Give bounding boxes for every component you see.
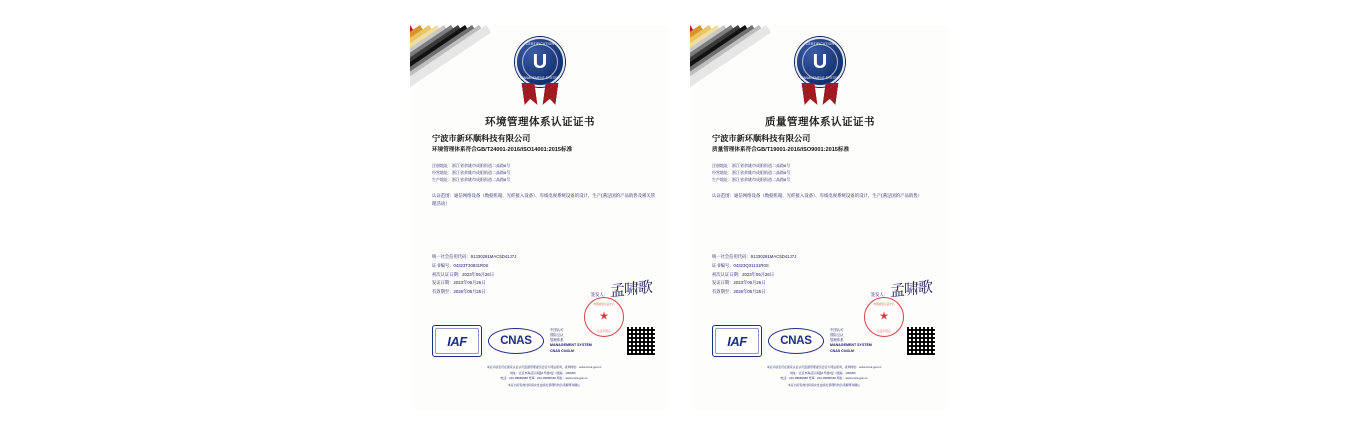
address-operating: 经营地址：浙江省余姚市成阳街道二高路8号 bbox=[712, 169, 791, 175]
signature-block bbox=[870, 279, 932, 301]
certificate-number: 证书编号：04323Q31131R0S bbox=[712, 262, 769, 268]
medal-top-arc-text: CERTIFICATION bbox=[805, 42, 835, 46]
serial-block bbox=[432, 253, 516, 297]
address-production: 生产地址：浙江省余姚市成阳街道二高路8号 bbox=[712, 176, 791, 182]
standard-reference: 质量管理体系符合GB/T19001-2016/ISO9001:2015标准 bbox=[712, 147, 850, 154]
cnas-line-5: CNAS C043-M bbox=[830, 348, 854, 353]
address-production: 生产地址：浙江省余姚市成阳街道二高路8号 bbox=[432, 176, 511, 182]
cnas-line-2: 国际互认 bbox=[830, 332, 844, 337]
footnote-line-1: 本证书信息可在国家认证认可监督管理委员会官方网站查询，查询网址：www.cnca.gov.cn bbox=[486, 365, 602, 369]
company-name: 宁波市新环顺科技有限公司 bbox=[712, 134, 811, 143]
medal-seal-icon bbox=[795, 37, 845, 87]
footnote-line-3: 电话：010-83886688 传真：010-83886666 网址：www.cnca.gov.cn bbox=[780, 376, 868, 381]
medal-top-arc-text: CERTIFICATION bbox=[525, 42, 555, 46]
certificate-quality bbox=[690, 25, 950, 410]
certificate-title: 环境管理体系认证证书 bbox=[485, 116, 595, 128]
footnote-line-4: 本证书的有效性和真实性由颁发管理机构负责解释和确认 bbox=[507, 382, 581, 387]
medal-seal-icon bbox=[515, 37, 565, 87]
medal-bottom-arc-text: MANAGEMENT SYSTEM bbox=[520, 76, 560, 81]
medal-letter: U bbox=[532, 50, 548, 73]
credit-code: 统一社会信用代码：91330281MAC5D41J7J bbox=[712, 254, 797, 259]
valid-until-date: 有效期至：2026年05月25日 bbox=[712, 289, 766, 295]
cnas-line-3: 管理体系 bbox=[830, 338, 844, 343]
cnas-caption bbox=[550, 328, 620, 355]
cnas-line-1: 中国认可 bbox=[830, 327, 844, 332]
signature-label: 签发人： bbox=[590, 292, 608, 297]
cnas-line-3: 管理体系 bbox=[550, 338, 564, 343]
stamp-top-text: 中国质量认证中心 bbox=[593, 302, 615, 306]
certificate-body bbox=[712, 133, 936, 200]
cnas-line-4: MANAGEMENT SYSTEM bbox=[830, 343, 872, 348]
certificate-number: 证书编号：04323T30831R0S bbox=[432, 262, 489, 268]
issue-date: 发证日期：2023年05月26日 bbox=[712, 280, 766, 286]
cnas-line-2: 国际互认 bbox=[550, 332, 564, 337]
qr-code[interactable] bbox=[626, 326, 656, 356]
certificate-title: 质量管理体系认证证书 bbox=[765, 116, 875, 128]
certification-medal bbox=[509, 37, 571, 105]
footnote-line-2: 地址：北京市海淀区南路1号楼2层（邮编：100082） bbox=[790, 370, 858, 375]
address-block bbox=[712, 162, 936, 183]
stamp-star-icon: ★ bbox=[599, 310, 609, 323]
medal-letter: U bbox=[812, 50, 828, 73]
stamp-star-icon: ★ bbox=[879, 310, 889, 323]
footnote-line-3: 电话：010-83886688 传真：010-83886666 网址：www.cnca.gov.cn bbox=[500, 376, 588, 381]
medal-ribbon-tails-icon bbox=[517, 83, 563, 105]
signature-label: 签发人： bbox=[870, 292, 888, 297]
certification-scope: 认证范围：通信网络设备（数据机箱、光纤接入设备）、有线电视系统设备的设计、生产(满足国的产品销售） bbox=[712, 192, 923, 198]
address-registered: 注册地址：浙江省余姚市成阳街道二高路8号 bbox=[712, 162, 791, 168]
first-certification-date: 初次认证日期：2023年05月26日 bbox=[712, 271, 775, 277]
cnas-line-5: CNAS C043-M bbox=[550, 348, 574, 353]
qr-code[interactable] bbox=[906, 326, 936, 356]
footnote-block bbox=[430, 365, 658, 388]
medal-bottom-arc-text: MANAGEMENT SYSTEM bbox=[800, 76, 840, 81]
footnote-line-4: 本证书的有效性和真实性由颁发管理机构负责解释和确认 bbox=[787, 382, 861, 387]
certificate-environmental bbox=[410, 25, 670, 410]
stamp-bottom-text: 认证专用章 bbox=[597, 329, 611, 333]
standard-reference: 环境管理体系符合GB/T24001-2016/ISO14001:2015标准 bbox=[432, 147, 573, 154]
address-operating: 经营地址：浙江省余姚市成阳街道二高路8号 bbox=[432, 169, 511, 175]
iaf-logo-icon: IAF bbox=[432, 325, 482, 357]
accreditation-logos bbox=[712, 325, 936, 357]
certificate-body bbox=[432, 133, 656, 208]
signature-block bbox=[590, 279, 652, 301]
signature-scribble: 孟啸歌 bbox=[890, 279, 932, 301]
accreditation-logos bbox=[432, 325, 656, 357]
issue-date: 发证日期：2023年05月26日 bbox=[432, 280, 486, 286]
first-certification-date: 初次认证日期：2023年05月26日 bbox=[432, 271, 495, 277]
footnote-line-2: 地址：北京市海淀区南路1号楼2层（邮编：100082） bbox=[510, 370, 578, 375]
address-block bbox=[432, 162, 656, 183]
valid-until-date: 有效期至：2026年05月25日 bbox=[432, 289, 486, 295]
cnas-logo-icon: CNAS bbox=[768, 326, 824, 356]
credit-code: 统一社会信用代码：91330281MAC5D41J7J bbox=[432, 254, 517, 259]
medal-ribbon-tails-icon bbox=[797, 83, 843, 105]
certification-medal bbox=[789, 37, 851, 105]
cnas-caption bbox=[830, 328, 900, 355]
company-name: 宁波市新环顺科技有限公司 bbox=[432, 134, 531, 143]
certification-scope: 认证范围：通信网络设备（数据机箱、光纤接入设备）、有线电视系统设备的设计、生产(满足国的产品销售及相关管理活动） bbox=[432, 192, 656, 206]
footnote-line-1: 本证书信息可在国家认证认可监督管理委员会官方网站查询，查询网址：www.cnca.gov.cn bbox=[766, 365, 882, 369]
stamp-bottom-text: 认证专用章 bbox=[877, 329, 891, 333]
stamp-top-text: 中国质量认证中心 bbox=[873, 302, 895, 306]
footnote-block bbox=[710, 365, 938, 388]
cnas-logo-icon: CNAS bbox=[488, 326, 544, 356]
signature-scribble: 孟啸歌 bbox=[610, 279, 652, 301]
cnas-line-1: 中国认可 bbox=[550, 327, 564, 332]
cnas-line-4: MANAGEMENT SYSTEM bbox=[550, 343, 592, 348]
address-registered: 注册地址：浙江省余姚市成阳街道二高路8号 bbox=[432, 162, 511, 168]
iaf-logo-icon: IAF bbox=[712, 325, 762, 357]
serial-block bbox=[712, 253, 796, 297]
